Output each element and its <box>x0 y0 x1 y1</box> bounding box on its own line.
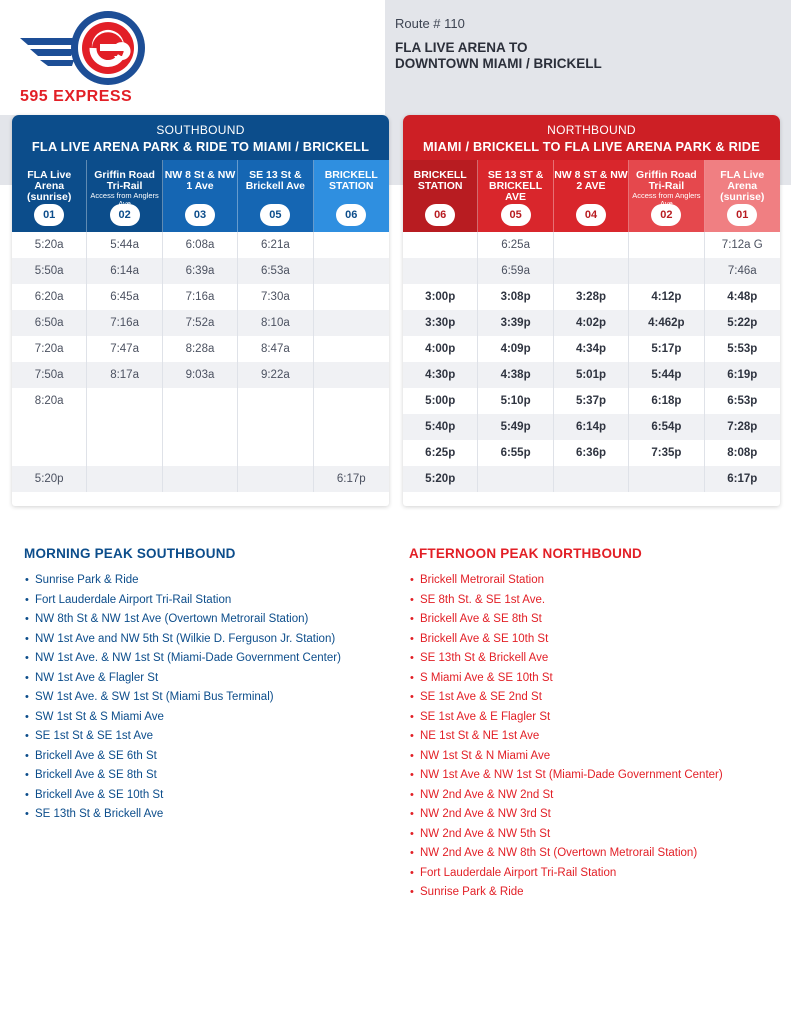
list-item: • Sunrise Park & Ride <box>410 884 723 904</box>
stop-name <box>87 160 161 208</box>
stop-name <box>12 160 86 203</box>
stop-header <box>314 160 389 232</box>
stop-name <box>314 160 389 192</box>
route-title-line-2: DOWNTOWN MIAMI / BRICKELL <box>395 56 602 71</box>
time-cell: 7:35p <box>629 440 704 466</box>
list-item: • NW 1st Ave & Flagler St <box>25 670 341 690</box>
list-item: • Sunrise Park & Ride <box>25 572 341 592</box>
stop-number-badge: 01 <box>727 204 757 226</box>
list-item: • SE 8th St. & SE 1st Ave. <box>410 592 723 612</box>
time-cell: 7:28p <box>705 414 780 440</box>
time-cell: 4:462p <box>629 310 704 336</box>
table-row <box>12 362 389 388</box>
time-cell: 3:08p <box>478 284 553 310</box>
time-cell: 5:44p <box>629 362 704 388</box>
stop-number-badge: 02 <box>110 204 140 226</box>
list-item: • Fort Lauderdale Airport Tri-Rail Station <box>410 865 723 885</box>
stop-name-note: Access from Anglers <box>632 191 701 200</box>
time-cell: 9:22a <box>238 362 313 388</box>
time-cell: 6:14a <box>87 258 162 284</box>
stop-name-text: BRICKELL STATION <box>324 169 378 192</box>
list-item: • NW 2nd Ave & NW 3rd St <box>410 806 723 826</box>
time-cell <box>629 466 704 492</box>
time-cell: 3:00p <box>403 284 478 310</box>
time-cell: 4:12p <box>629 284 704 310</box>
time-cell <box>163 466 238 492</box>
list-item: • Brickell Ave & SE 6th St <box>25 748 341 768</box>
time-cell: 6:17p <box>705 466 780 492</box>
stop-number-badge: 01 <box>34 204 64 226</box>
list-item: • NW 2nd Ave & NW 2nd St <box>410 787 723 807</box>
time-cell: 5:50a <box>12 258 87 284</box>
time-cell <box>314 284 389 310</box>
stop-header <box>403 160 478 232</box>
stop-number-badge: 06 <box>425 204 455 226</box>
time-cell <box>163 440 238 466</box>
list-item: • NE 1st St & NE 1st Ave <box>410 728 723 748</box>
route-title-line-1: FLA LIVE ARENA TO <box>395 40 528 55</box>
route-number: Route # 110 <box>395 16 465 31</box>
stop-name <box>478 160 552 203</box>
time-cell <box>629 232 704 258</box>
time-cell: 4:48p <box>727 291 758 303</box>
stop-header <box>629 160 704 232</box>
stop-name <box>403 160 477 192</box>
time-cell <box>87 414 162 440</box>
list-item: • Brickell Ave & SE 8th St <box>25 767 341 787</box>
list-item: • Brickell Metrorail Station <box>410 572 723 592</box>
time-cell: 6:25p <box>403 440 478 466</box>
list-item: • SW 1st Ave. & SW 1st St (Miami Bus Terminal) <box>25 689 341 709</box>
table-row <box>403 388 780 414</box>
stop-name <box>705 160 780 203</box>
list-item: • NW 1st Ave. & NW 1st St (Miami-Dade Government Center) <box>25 650 341 670</box>
table-row <box>403 414 780 440</box>
list-item: • NW 1st Ave and NW 5th St (Wilkie D. Ferguson Jr. Station) <box>25 631 341 651</box>
time-cell: 4:02p <box>554 310 629 336</box>
time-cell <box>314 258 389 284</box>
time-cell: 6:25a <box>478 232 553 258</box>
time-cell: 6:14p <box>554 414 629 440</box>
afternoon-stop-list <box>410 572 723 904</box>
table-row <box>403 310 780 336</box>
stop-number-badge: 06 <box>336 204 366 226</box>
stop-name-text: FLA Live Arena (sunrise) <box>720 169 765 203</box>
table-row <box>12 414 389 440</box>
table-row <box>403 440 780 466</box>
table-row <box>12 440 389 466</box>
table-row <box>12 388 389 414</box>
stop-header <box>12 160 87 232</box>
time-cell: 4:34p <box>554 336 629 362</box>
stop-name-text: SE 13 St & Brickell Ave <box>245 169 306 192</box>
time-cell <box>12 414 87 440</box>
list-item: • SE 1st Ave & E Flagler St <box>410 709 723 729</box>
afternoon-peak-title: AFTERNOON PEAK NORTHBOUND <box>409 546 642 561</box>
table-row <box>403 258 780 284</box>
stop-name-text: NW 8 ST & NW 2 AVE <box>554 169 628 192</box>
time-cell <box>629 258 704 284</box>
stop-number-badge: 05 <box>501 204 531 226</box>
list-item: • Brickell Ave & SE 10th St <box>410 631 723 651</box>
time-cell: 5:10p <box>478 388 553 414</box>
time-cell: 7:52a <box>163 310 238 336</box>
time-cell: 6:50a <box>12 310 87 336</box>
time-cell <box>314 388 389 414</box>
time-cell: 6:18p <box>629 388 704 414</box>
list-item: • SE 13th St & Brickell Ave <box>410 650 723 670</box>
time-cell: 6:55p <box>478 440 553 466</box>
time-cell: 6:53a <box>238 258 313 284</box>
time-cell: 5:22p <box>705 310 780 336</box>
time-cell <box>554 232 629 258</box>
stop-name-text: BRICKELL STATION <box>413 169 467 192</box>
table-row <box>12 232 389 258</box>
time-cell: 4:00p <box>403 336 478 362</box>
time-cell <box>163 414 238 440</box>
list-item: • NW 1st St & N Miami Ave <box>410 748 723 768</box>
table-row <box>12 284 389 310</box>
table-row <box>12 466 389 492</box>
list-item: • NW 1st Ave & NW 1st St (Miami-Dade Government Center) <box>410 767 723 787</box>
time-cell: 5:20p <box>403 466 478 492</box>
list-item: • NW 2nd Ave & NW 8th St (Overtown Metrorail Station) <box>410 845 723 865</box>
stop-number-badge: 02 <box>651 204 681 226</box>
table-row <box>403 362 780 388</box>
time-cell <box>314 362 389 388</box>
time-cell <box>478 466 553 492</box>
stop-name-note: Access from Anglers <box>90 191 159 200</box>
southbound-times <box>12 232 389 492</box>
time-cell: 8:20a <box>12 388 87 414</box>
southbound-schedule <box>12 115 389 506</box>
table-row <box>403 232 780 258</box>
time-cell: 8:17a <box>87 362 162 388</box>
stop-name-text: SE 13 ST & BRICKELL AVE <box>487 169 544 203</box>
time-cell: 5:17p <box>629 336 704 362</box>
list-item: • SW 1st St & S Miami Ave <box>25 709 341 729</box>
time-cell: 4:09p <box>478 336 553 362</box>
time-cell <box>238 440 313 466</box>
time-cell: 8:47a <box>238 336 313 362</box>
time-cell <box>87 440 162 466</box>
time-cell: 8:08p <box>727 447 758 459</box>
northbound-stops <box>403 160 780 232</box>
list-item: • SE 1st St & SE 1st Ave <box>25 728 341 748</box>
time-cell <box>314 440 389 466</box>
stop-header <box>554 160 629 232</box>
time-cell <box>238 388 313 414</box>
time-cell: 7:12a G <box>721 239 763 251</box>
northbound-times <box>403 232 780 492</box>
time-cell: 7:50a <box>12 362 87 388</box>
time-cell: 5:44a <box>87 232 162 258</box>
list-item: • S Miami Ave & SE 10th St <box>410 670 723 690</box>
stop-header <box>238 160 313 232</box>
time-cell <box>314 414 389 440</box>
time-cell <box>314 310 389 336</box>
stop-header <box>163 160 238 232</box>
time-cell: 7:47a <box>87 336 162 362</box>
table-row <box>12 310 389 336</box>
northbound-direction: NORTHBOUND <box>547 123 636 137</box>
time-cell <box>87 466 162 492</box>
table-row <box>403 284 780 310</box>
southbound-header <box>12 115 389 160</box>
list-item: • NW 8th St & NW 1st Ave (Overtown Metrorail Station) <box>25 611 341 631</box>
list-item: • Brickell Ave & SE 10th St <box>25 787 341 807</box>
table-row <box>12 258 389 284</box>
time-cell <box>314 232 389 258</box>
time-cell <box>163 388 238 414</box>
stop-name-text: NW 8 St & NW 1 Ave <box>164 169 236 192</box>
time-cell <box>554 466 629 492</box>
time-cell <box>238 466 313 492</box>
stop-number-badge: 05 <box>260 204 290 226</box>
list-item: • SE 1st Ave & SE 2nd St <box>410 689 723 709</box>
time-cell: 6:54p <box>629 414 704 440</box>
time-cell: 7:20a <box>12 336 87 362</box>
stop-header <box>705 160 780 232</box>
list-item: • Fort Lauderdale Airport Tri-Rail Station <box>25 592 341 612</box>
time-cell <box>87 388 162 414</box>
time-cell: 4:38p <box>478 362 553 388</box>
stop-header <box>87 160 162 232</box>
stop-name-text: Griffin Road Tri-Rail <box>94 169 155 192</box>
time-cell: 4:30p <box>403 362 478 388</box>
time-cell: 5:53p <box>727 343 758 355</box>
route-title <box>395 40 602 72</box>
stop-name <box>629 160 703 208</box>
southbound-route: FLA LIVE ARENA PARK & RIDE TO MIAMI / BRICKELL <box>31 139 370 154</box>
time-cell: 7:16a <box>163 284 238 310</box>
time-cell: 8:28a <box>163 336 238 362</box>
time-cell: 6:08a <box>163 232 238 258</box>
time-cell: 8:10a <box>238 310 313 336</box>
time-cell: 6:39a <box>163 258 238 284</box>
time-cell <box>554 258 629 284</box>
stop-name <box>238 160 312 192</box>
southbound-stops <box>12 160 389 232</box>
time-cell: 3:30p <box>403 310 478 336</box>
stop-name-text: FLA Live Arena (sunrise) <box>27 169 72 203</box>
morning-peak-title: MORNING PEAK SOUTHBOUND <box>24 546 236 561</box>
time-cell <box>403 232 478 258</box>
brand-name: 595 EXPRESS <box>20 88 133 105</box>
time-cell: 6:45a <box>87 284 162 310</box>
northbound-header <box>403 115 780 160</box>
table-row <box>403 336 780 362</box>
time-cell: 6:20a <box>12 284 87 310</box>
time-cell: 6:19p <box>705 362 780 388</box>
time-cell: 5:00p <box>403 388 478 414</box>
stop-header <box>478 160 553 232</box>
time-cell: 7:46a <box>705 258 780 284</box>
time-cell: 5:20p <box>12 466 87 492</box>
time-cell <box>314 336 389 362</box>
time-cell: 6:21a <box>238 232 313 258</box>
time-cell: 6:53p <box>727 395 758 407</box>
time-cell <box>238 414 313 440</box>
time-cell: 9:03a <box>163 362 238 388</box>
time-cell: 6:36p <box>554 440 629 466</box>
time-cell: 6:59a <box>478 258 553 284</box>
list-item: • NW 2nd Ave & NW 5th St <box>410 826 723 846</box>
stop-number-badge: 04 <box>576 204 606 226</box>
list-item: • SE 13th St & Brickell Ave <box>25 806 341 826</box>
time-cell: 6:17p <box>314 466 389 492</box>
table-row <box>403 466 780 492</box>
time-cell: 5:01p <box>554 362 629 388</box>
northbound-route: MIAMI / BRICKELL TO FLA LIVE ARENA PARK & RIDE <box>423 139 760 154</box>
stop-name <box>163 160 237 192</box>
time-cell: 3:39p <box>478 310 553 336</box>
time-cell <box>12 440 87 466</box>
northbound-schedule <box>403 115 780 506</box>
morning-stop-list <box>25 572 341 826</box>
southbound-direction: SOUTHBOUND <box>156 123 245 137</box>
list-item: • Brickell Ave & SE 8th St <box>410 611 723 631</box>
stop-number-badge: 03 <box>185 204 215 226</box>
time-cell: 5:40p <box>403 414 478 440</box>
time-cell: 3:28p <box>554 284 629 310</box>
time-cell: 5:49p <box>478 414 553 440</box>
time-cell <box>403 258 478 284</box>
time-cell: 5:20a <box>12 232 87 258</box>
time-cell: 7:30a <box>238 284 313 310</box>
time-cell: 5:37p <box>554 388 629 414</box>
table-row <box>12 336 389 362</box>
stop-name-text: Griffin Road Tri-Rail <box>636 169 697 192</box>
stop-name <box>554 160 628 192</box>
time-cell: 7:16a <box>87 310 162 336</box>
